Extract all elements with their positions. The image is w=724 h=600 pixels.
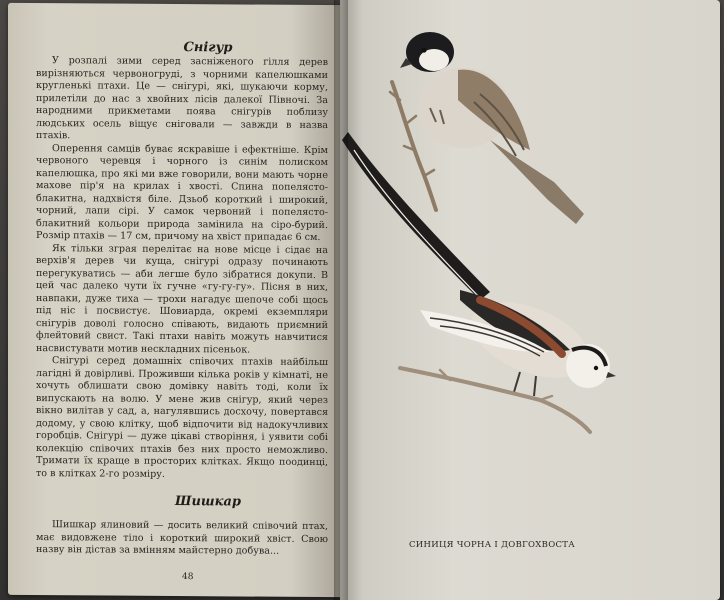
left-page — [8, 3, 340, 597]
paragraph: У розпалі зими серед засніженого гілля дерев вирізняються червоногруді, з чорними капелюшками кругленькі птахи. Це — снігурі, які, шукаючи корму, прилетіли до нас з хвойних лісів далекої Півночі. За народними прикметами поява снігурів поблизу людських осель віщує сніговали — завжди в назва птахів. — [36, 55, 328, 142]
text-block-shyshkar — [36, 519, 328, 559]
page-number: 48 — [182, 572, 194, 583]
paragraph: Як тільки зграя перелітає на нове місце і сідає на верхів'я дерев чи куща, снігурі одразу починають перегукуватись — аби легше було зібратися докупи. В цей час далеко чути їх гучне «гу-гу-гу». Пісня в них, навпаки, дуже тиха — трохи нагадує шепоче собі щось під ніс і посвистує. Шовиарда, окремі екземпляри снігурів доволі голосно співають, видають приємний флейтовий свист. Такі птахи навіть можуть навчитися насвистувати мотив нескладних пісеньок. — [36, 242, 328, 356]
paragraph: Шишкар ялиновий — досить великий співочий птах, має видовжене тіло і короткий широкий хвіст. Свою назву він дістав за вмінням майстерно добува... — [36, 519, 328, 557]
paragraph: Снігурі серед домашніх співочих птахів найбільш лагідні й довірливі. Проживши кілька років у кімнаті, не хочуть облишати свою домівку навіть тоді, коли їх випускають на волю. У мене жив снігур, який через вікно вилітав у сад, а, нагулявшись досхочу, повертався додому, у свою клітку, щоб відпочити від надокучливих горобців. Снігурі — дуже цікаві створіння, і уявити собі колекцію співочих птахів без них просто неможливо. Тримати їх краще в просторих клітках. Якщо поодинці, то в клітках 2-го розміру. — [36, 355, 328, 480]
book-spine — [334, 0, 348, 600]
coal-tit-illustration — [400, 32, 584, 224]
plate-caption: СИНИЦЯ ЧОРНА І ДОВГОХВОСТА — [409, 540, 575, 550]
heading-snihur: Снігур — [183, 40, 233, 56]
paragraph: Оперення самців буває яскравіше і ефектніше. Крім червоного черевця і чорного із синім полиском капелюшка, про які ми вже говорили, вони мають чорне махове пір'я на крилах і хвості. Спина попелясто-блакитна, надхвістя біле. Дзьоб короткий і широкий, чорний, лапи сірі. У самок червоний і попелясто-блакитний кольори природа замінила на сіро-бурий. Розмір птахів — 17 см, причому на хвіст припадає 6 см. — [36, 142, 328, 244]
text-block-snihur — [36, 55, 328, 482]
bird-illustration-plate — [340, 0, 720, 600]
long-tailed-tit-illustration — [342, 132, 616, 432]
heading-shyshkar: Шишкар — [174, 494, 241, 510]
